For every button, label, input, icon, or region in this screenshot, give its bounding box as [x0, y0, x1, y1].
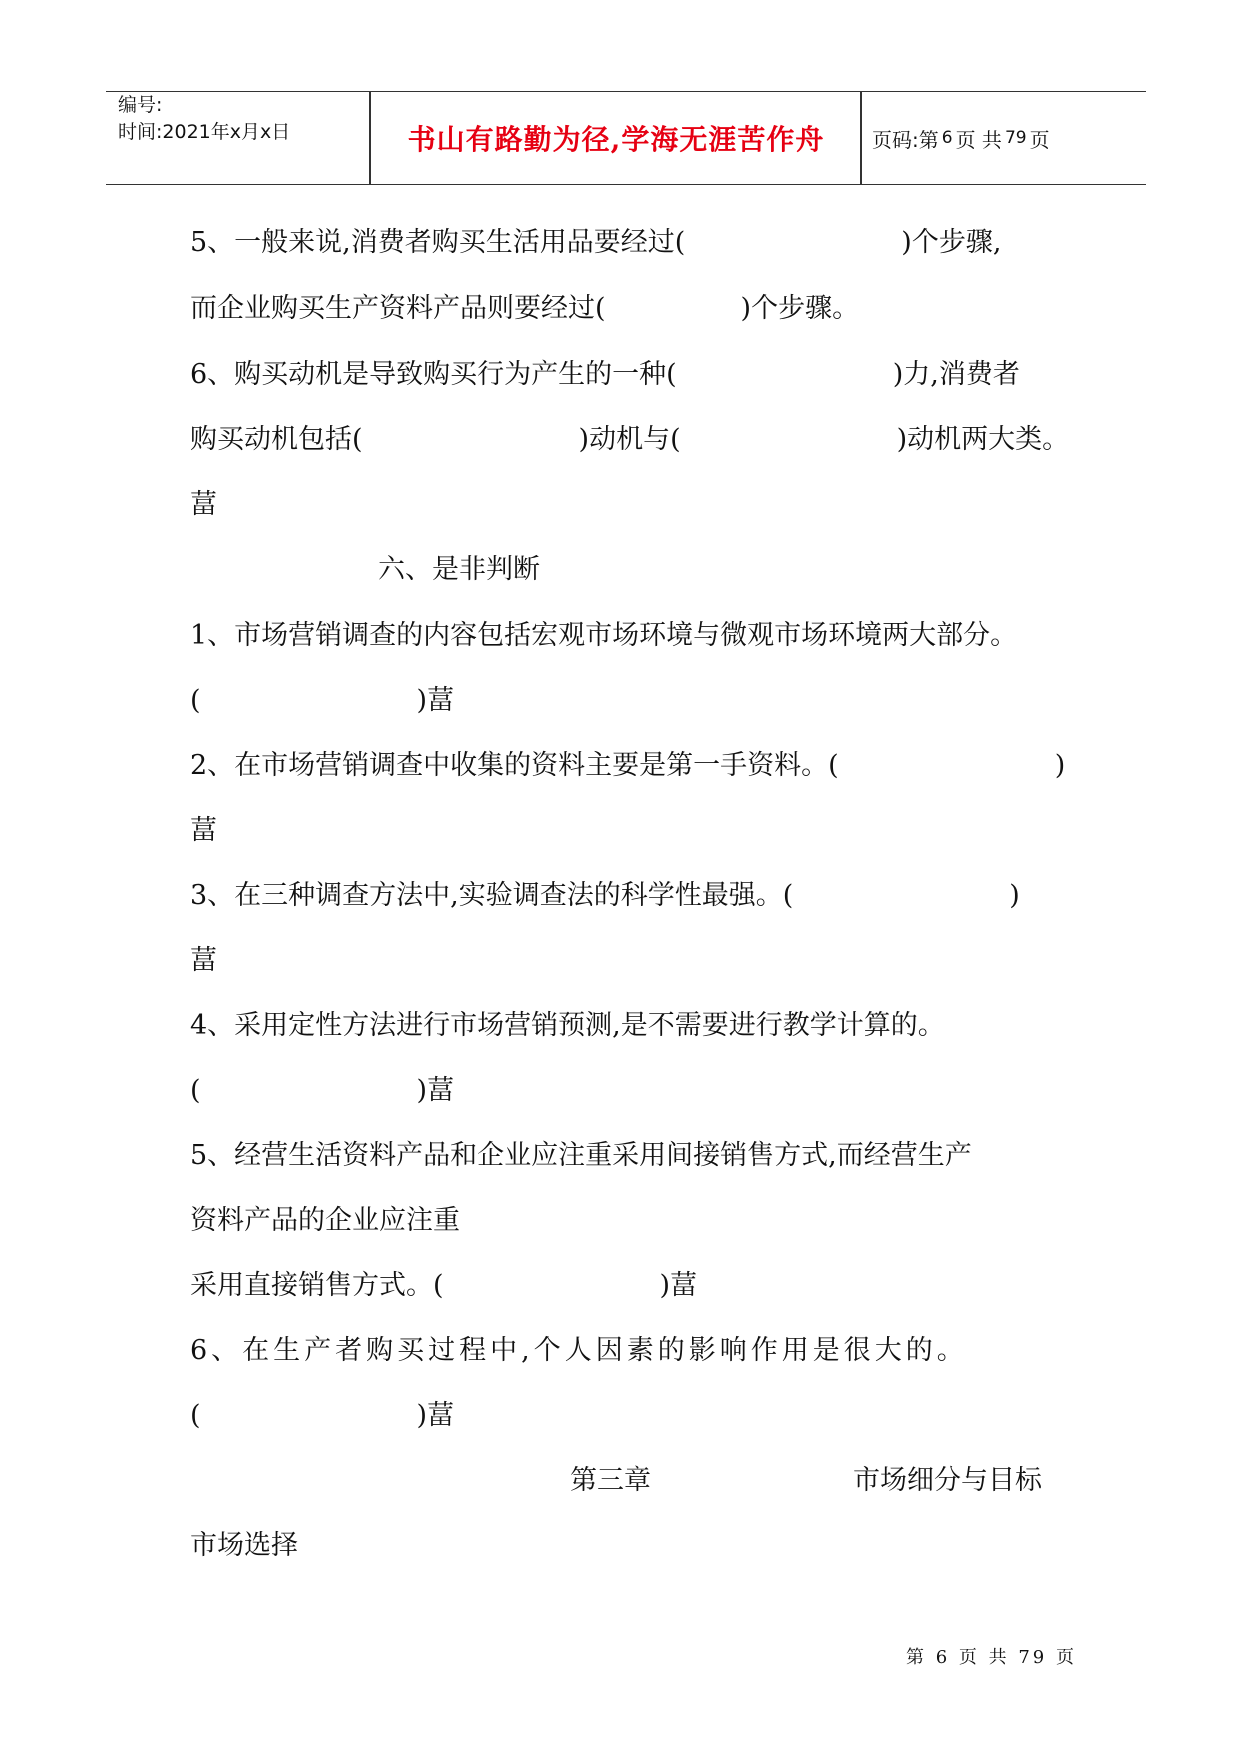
doc-time-label: 时间:2021年x月x日	[118, 121, 291, 143]
text-line: 6、购买动机是导致购买行为产生的一种( )力,消费者	[190, 359, 1020, 390]
text-line: 5、经营生活资料产品和企业应注重采用间接销售方式,而经营生产	[190, 1140, 972, 1171]
chapter-title-continued: 市场选择	[190, 1530, 298, 1561]
page-mid: 页 共	[955, 127, 1002, 152]
text-line: 葍	[190, 815, 217, 846]
page-total: 79	[1004, 128, 1027, 148]
text-line: 1、市场营销调查的内容包括宏观市场环境与微观市场环境两大部分。	[190, 620, 1018, 651]
text-line: 葍	[190, 945, 217, 976]
text-line: 3、在三种调查方法中,实验调查法的科学性最强。( )	[190, 880, 1020, 911]
header-motto: 书山有路勤为径,学海无涯苦作舟	[407, 123, 825, 156]
text-line: 资料产品的企业应注重	[190, 1205, 460, 1236]
page-suffix: 页	[1029, 127, 1050, 152]
text-line: ( )葍	[190, 1075, 455, 1106]
text-line: ( )葍	[190, 1400, 455, 1431]
chapter-number: 第三章	[570, 1465, 651, 1496]
text-line: 采用直接销售方式。( )葍	[190, 1270, 698, 1301]
text-line: 2、在市场营销调查中收集的资料主要是第一手资料。( )	[190, 750, 1066, 781]
page-footer: 第 6 页 共 79 页	[906, 1647, 1077, 1668]
text-line: 葍	[190, 489, 217, 520]
doc-number-label: 编号:	[118, 94, 163, 116]
section-heading: 六、是非判断	[378, 554, 540, 585]
text-line: 而企业购买生产资料产品则要经过( )个步骤。	[190, 293, 860, 324]
text-line: 4、采用定性方法进行市场营销预测,是不需要进行教学计算的。	[190, 1010, 945, 1041]
text-line: ( )葍	[190, 685, 455, 716]
header-meta	[118, 92, 290, 146]
header-page-info	[872, 92, 1050, 184]
chapter-title: 市场细分与目标	[853, 1465, 1042, 1496]
page-prefix: 页码:第	[872, 127, 939, 152]
page-current: 6	[941, 128, 953, 148]
text-line: 5、一般来说,消费者购买生活用品要经过( )个步骤,	[190, 227, 1002, 258]
text-line: 购买动机包括( )动机与( )动机两大类。	[190, 424, 1070, 455]
page-header	[106, 91, 1146, 185]
text-line: 6、在生产者购买过程中,个人因素的影响作用是很大的。	[190, 1335, 968, 1366]
